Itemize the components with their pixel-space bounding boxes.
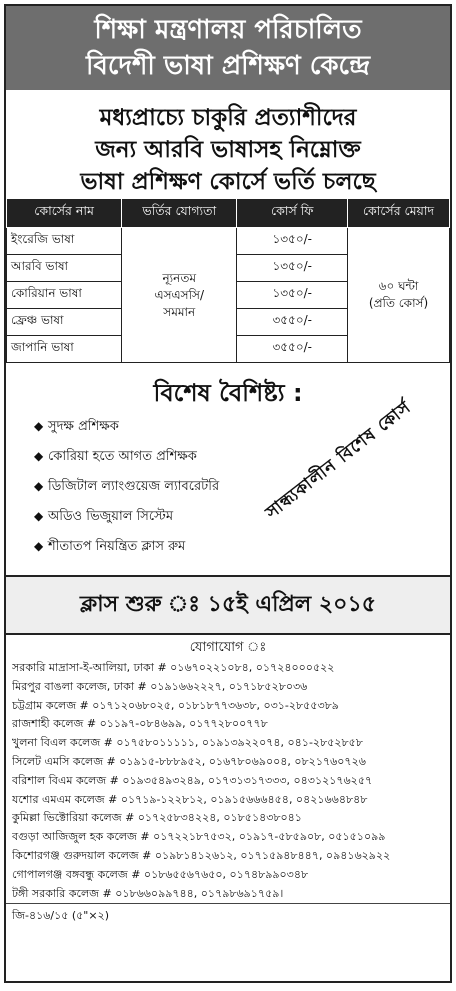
contact-section — [6, 635, 450, 903]
banner-line-1: শিক্ষা মন্ত্রণালয় পরিচালিত — [94, 15, 362, 45]
diamond-bullet-icon: ◆ — [34, 419, 44, 433]
duration-line-2: (প্রতি কোর্স) — [368, 296, 429, 310]
headline-line-2: জন্য আরবি ভাষাসহ নিম্নোক্ত — [95, 137, 361, 163]
course-name: কোরিয়ান ভাষা — [7, 282, 122, 309]
diamond-bullet-icon: ◆ — [34, 509, 44, 523]
list-item — [34, 441, 450, 471]
eligibility-line-3: সমমান — [163, 304, 196, 319]
features-section — [6, 363, 450, 575]
list-item — [34, 531, 450, 561]
course-table — [6, 198, 450, 363]
contact-line: রাজশাহী কলেজ # ০১১৯৭-০৮৪৬৯৯, ০১৭৭২৮০০৭৭৮ — [12, 717, 268, 731]
feature-text: অডিও ভিজুয়াল সিস্টেম — [48, 509, 174, 524]
feature-text: সুদক্ষ প্রশিক্ষক — [48, 419, 119, 434]
eligibility-line-1: ন্যূনতম — [162, 270, 196, 285]
headline-line-3: ভাষা প্রশিক্ষণ কোর্সে ভর্তি চলছে — [80, 169, 376, 195]
diamond-bullet-icon: ◆ — [34, 449, 44, 463]
course-name: জাপানি ভাষা — [7, 336, 122, 363]
contact-line: কুমিল্লা ভিক্টোরিয়া কলেজ # ০১৭২৫৮৩৪২২৪, ০১৮৫১৪৩৮০৪১ — [12, 811, 302, 825]
course-fee: ১৩৫০/- — [237, 282, 348, 309]
table-row — [7, 228, 450, 255]
course-fee: ৩৫৫০/- — [237, 309, 348, 336]
diamond-bullet-icon: ◆ — [34, 539, 44, 553]
headline-line-1: মধ্যপ্রাচ্যে চাকুরি প্রত্যাশীদের — [99, 105, 357, 131]
feature-text: শীতাতপ নিয়ন্ত্রিত ক্লাস রুম — [48, 539, 186, 554]
ministry-banner — [6, 6, 450, 90]
contact-line: বগুড়া আজিজুল হক কলেজ # ০১৭২২১৮৭৫৩২, ০১৯১৭-৫৮৫৯০৮, ০৫১৫১০৯৯ — [12, 830, 386, 844]
course-name: ইংরেজি ভাষা — [7, 228, 122, 255]
contact-title: যোগাযোগ ঃ — [189, 640, 267, 655]
header-eligibility: ভর্তির যোগ্যতা — [122, 199, 237, 228]
feature-text: ডিজিটাল ল্যাংগুয়েজ ল্যাবরেটরি — [48, 479, 220, 494]
contact-line: কিশোরগঞ্জ গুরুদয়াল কলেজ # ০১৯৮১৪১২৬১২, ০১৭১৫৯৪৮৪৪৭, ০৯৪১৬২৯২২ — [12, 848, 391, 862]
header-duration: কোর্সের মেয়াদ — [348, 199, 450, 228]
course-fee: ১৩৫০/- — [237, 255, 348, 282]
evening-course-stamp: সান্ধ্যকালীন বিশেষ কোর্স — [261, 397, 415, 524]
duration-line-1: ৬০ ঘন্টা — [378, 279, 419, 293]
feature-text: কোরিয়া হতে আগত প্রশিক্ষক — [48, 449, 197, 464]
header-course-name: কোর্সের নাম — [7, 199, 122, 228]
contact-line: চট্টগ্রাম কলেজ # ০১৭১২০৬৮০২৫, ০১৮১৮৭৭৩৬৩৮, ০৩১-২৮৫৫৩৮৯ — [12, 698, 339, 712]
course-name: ফ্রেঞ্চ ভাষা — [7, 309, 122, 336]
contact-line: গোপালগঞ্জ বঙ্গবন্ধু কলেজ # ০১৮৬৫৫৬৭৬৫০, ০১৭৪৮৯৯০৩৪৮ — [12, 867, 309, 881]
features-title: বিশেষ বৈশিষ্ট্য : — [153, 379, 303, 407]
contact-line: বরিশাল বিএম কলেজ # ০১৯৩৫৪৯৩২৪৯, ০১৭৩১৩১৭৩৩৩, ০৪৩১২১৭৬২৫৭ — [12, 773, 373, 787]
contact-line: খুলনা বিএল কলেজ # ০১৭৫৮০১১১১১, ০১৯১৩৯২২০৭৪, ০৪১-২৮৫২৮৫৮ — [12, 736, 363, 750]
ad-code: জি-৪১৬/১৫ (৫"×২) — [6, 903, 450, 928]
contact-line: টঙ্গী সরকারি কলেজ # ০১৮৬৬০৯৯৭৪৪, ০১৭৯৮৬৯১৭৫৯। — [12, 886, 284, 900]
list-item — [34, 501, 450, 531]
contact-line: সিলেট এমসি কলেজ # ০১৯১৫-৮৮৮৯৫২, ০১৬৭৮০৬৯০০৪, ০৮২১৭৬০৭২৬ — [12, 754, 366, 768]
diamond-bullet-icon: ◆ — [34, 479, 44, 493]
banner-line-2: বিদেশী ভাষা প্রশিক্ষণ কেন্দ্রে — [85, 51, 370, 81]
contact-line: যশোর এমএম কলেজ # ০১৭১৯-১২২৮১২, ০১৯১৫৬৬৬৪৫৪, ০৪২১৬৬৪৮৪৮ — [12, 792, 368, 806]
duration-cell — [348, 228, 450, 363]
eligibility-line-2: এসএসসি/ — [154, 287, 205, 302]
table-header-row — [7, 199, 450, 228]
contact-line: মিরপুর বাঙলা কলেজ, ঢাকা # ০১৯১৬৬২২২৭, ০১৭১৮৫২৮০৩৬ — [12, 679, 308, 693]
course-fee: ৩৫৫০/- — [237, 336, 348, 363]
eligibility-cell — [122, 228, 237, 363]
admission-headline — [6, 90, 450, 198]
course-fee: ১৩৫০/- — [237, 228, 348, 255]
header-fee: কোর্স ফি — [237, 199, 348, 228]
course-name: আরবি ভাষা — [7, 255, 122, 282]
class-start-banner: ক্লাস শুরু ঃ ১৫ই এপ্রিল ২০১৫ — [6, 575, 450, 635]
contact-line: সরকারি মাদ্রাসা-ই-আলিয়া, ঢাকা # ০১৬৭০২২১০৮৪, ০১৭২৪০০০৫২২ — [12, 661, 335, 674]
advertisement — [4, 4, 452, 983]
list-item — [34, 471, 450, 501]
